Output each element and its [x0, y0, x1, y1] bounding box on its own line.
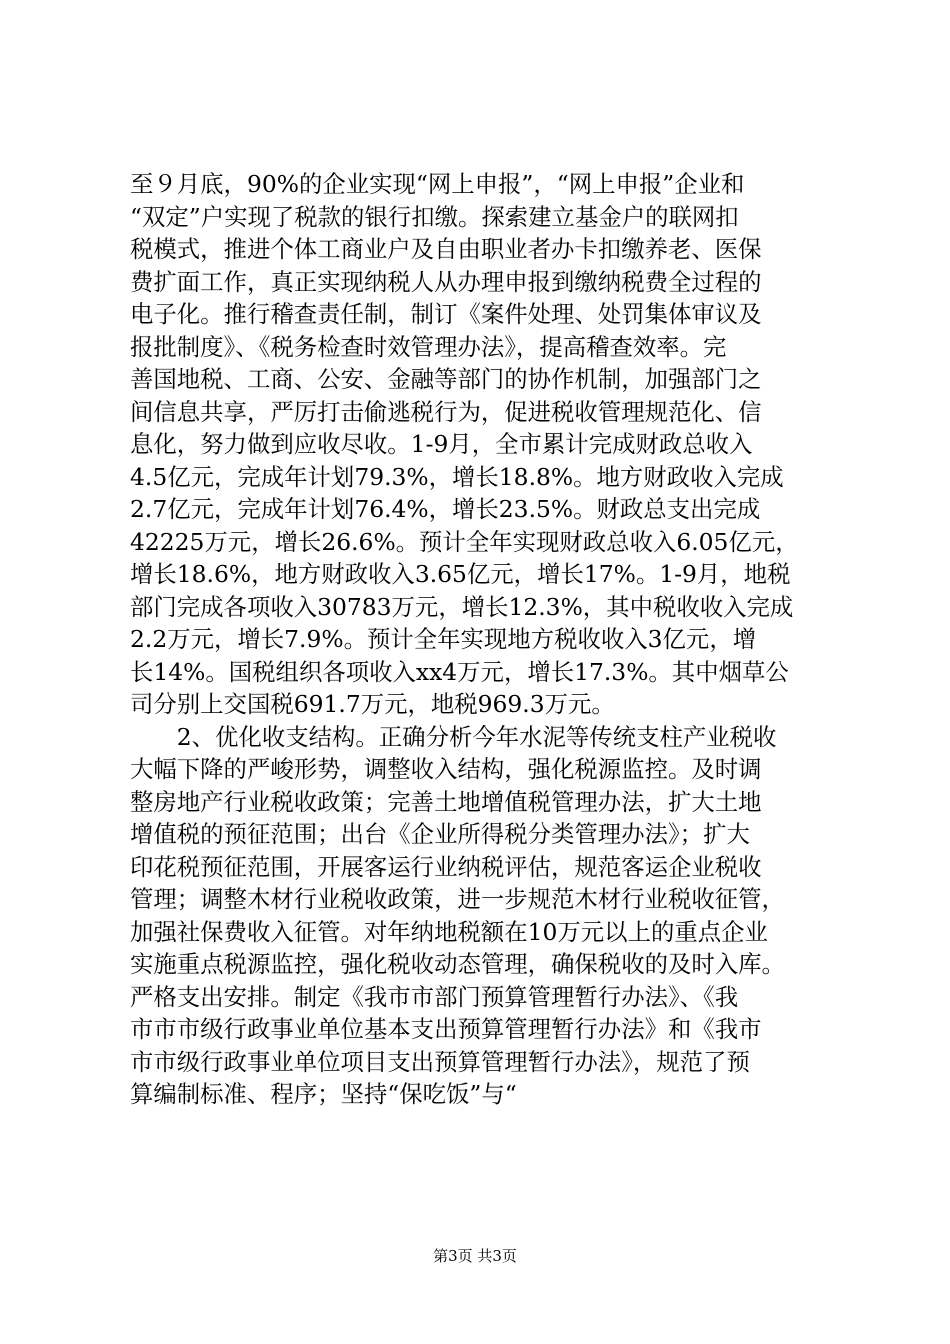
text-line: 实施重点税源监控，强化税收动态管理，确保税收的及时入库。	[130, 950, 785, 978]
page-footer	[0, 1246, 950, 1266]
text-line: 间信息共享，严厉打击偷逃税行为，促进税收管理规范化、信	[130, 397, 762, 426]
text-line: 2、优化收支结构。正确分析今年水泥等传统支柱产业税收	[130, 722, 777, 751]
text-line: 管理；调整木材行业税收政策，进一步规范木材行业税收征管，	[130, 885, 785, 913]
text-line: 大幅下降的严峻形势，调整收入结构，强化税源监控。及时调	[130, 755, 762, 783]
text-line: 整房地产行业税收政策；完善土地增值税管理办法，扩大土地	[130, 787, 762, 816]
text-line: 算编制标准、程序；坚持“保吃饭”与“	[130, 1080, 517, 1108]
text-line: 增值税的预征范围；出台《企业所得税分类管理办法》；扩大	[130, 820, 750, 848]
text-line: 电子化。推行稽查责任制，制订《案件处理、处罚集体审议及	[130, 300, 762, 328]
text-line: 报批制度》、《税务检查时效管理办法》，提高稽查效率。完	[130, 332, 727, 361]
text-line: 长14%。国税组织各项收入xx4万元，增长17.3%。其中烟草公	[130, 657, 789, 686]
text-line: 部门完成各项收入30783万元，增长12.3%，其中税收收入完成	[130, 592, 794, 621]
text-line: 善国地税、工商、公安、金融等部门的协作机制，加强部门之	[130, 365, 762, 393]
text-line: 至９月底，90%的企业实现“网上申报”，“网上申报”企业和	[130, 170, 745, 198]
text-line: 增长18.6%，地方财政收入3.65亿元，增长17%。1-9月，地税	[130, 560, 791, 588]
text-line: 2.2万元，增长7.9%。预计全年实现地方税收收入3亿元，增	[130, 625, 757, 653]
text-line: 4.5亿元，完成年计划79.3%，增长18.8%。地方财政收入完成	[130, 462, 784, 491]
text-line: 司分别上交国税691.7万元，地税969.3万元。	[130, 690, 615, 718]
text-line: 税模式，推进个体工商业户及自由职业者办卡扣缴养老、医保	[130, 235, 762, 263]
body-text	[130, 168, 855, 1111]
text-line: 市市级行政事业单位项目支出预算管理暂行办法》，规范了预	[130, 1047, 750, 1076]
text-line: 费扩面工作，真正实现纳税人从办理申报到缴纳税费全过程的	[130, 267, 762, 296]
text-line: “双定”户实现了税款的银行扣缴。探索建立基金户的联网扣	[130, 202, 739, 231]
text-line: 加强社保费收入征管。对年纳地税额在10万元以上的重点企业	[130, 917, 768, 946]
text-line: 印花税预征范围，开展客运行业纳税评估，规范客运企业税收	[130, 852, 762, 881]
text-line: 息化，努力做到应收尽收。1-9月，全市累计完成财政总收入	[130, 430, 753, 458]
text-line: 严格支出安排。制定《我市市部门预算管理暂行办法》、《我	[130, 982, 739, 1011]
page-number-label: 第3页 共3页	[433, 1247, 517, 1265]
text-line: 市市市级行政事业单位基本支出预算管理暂行办法》和《我市	[130, 1015, 762, 1043]
text-line: 2.7亿元，完成年计划76.4%，增长23.5%。财政总支出完成	[130, 495, 761, 523]
text-line: 42225万元，增长26.6%。预计全年实现财政总收入6.05亿元，	[130, 527, 799, 556]
